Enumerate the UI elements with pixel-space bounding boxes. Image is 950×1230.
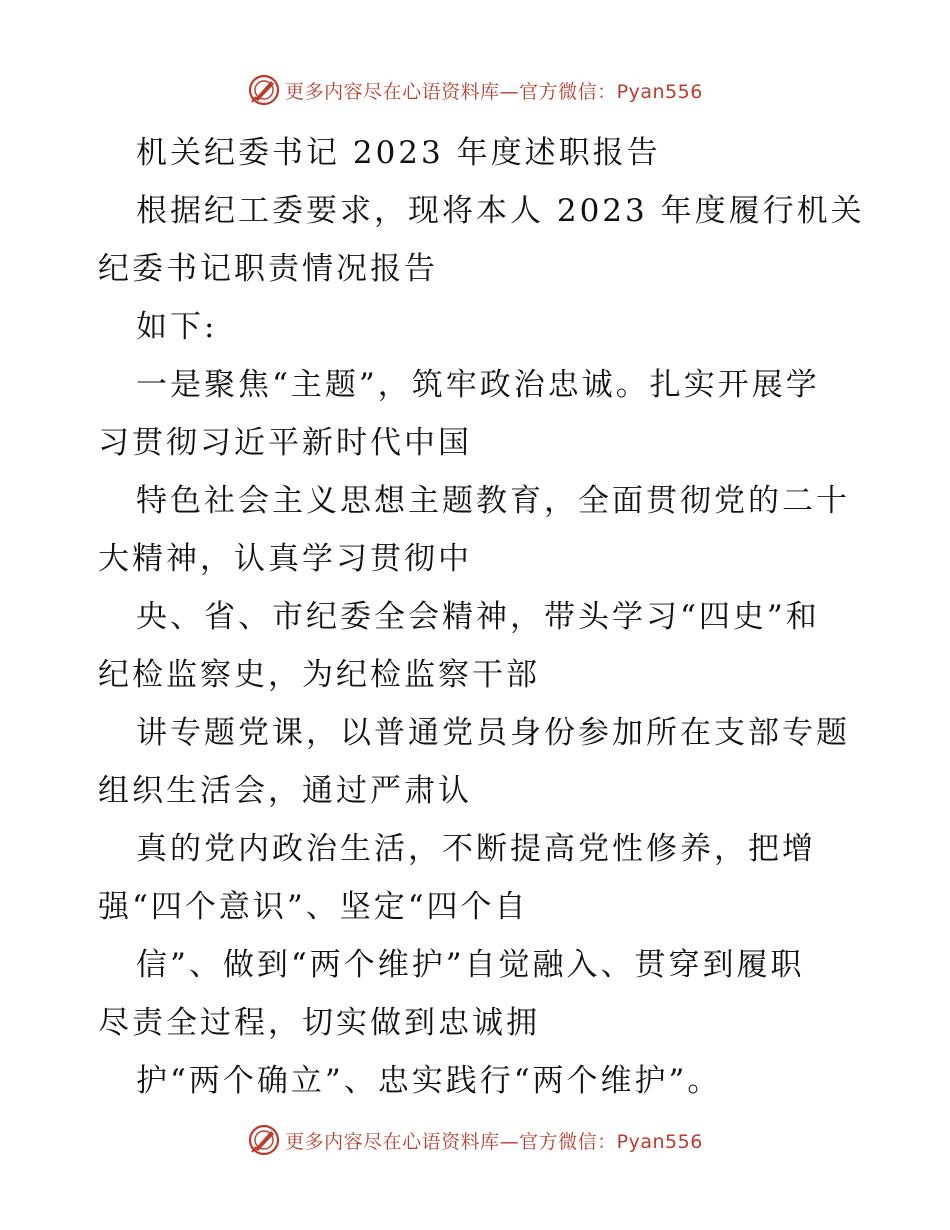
paragraph-line: 一是聚焦“主题”，筑牢政治忠诚。扎实开展学 bbox=[136, 367, 820, 403]
paragraph-line: 尽责全过程，切实做到忠诚拥 bbox=[98, 1005, 540, 1041]
paragraph-line: 护“两个确立”、忠实践行“两个维护”。 bbox=[136, 1063, 722, 1099]
paragraph-line: 根据纪工委要求，现将本人 2023 年度履行机关 bbox=[136, 193, 865, 229]
header-watermark-banner bbox=[0, 70, 950, 110]
paragraph-line: 大精神，认真学习贯彻中 bbox=[98, 541, 472, 577]
paragraph-line: 纪委书记职责情况报告 bbox=[98, 251, 438, 287]
paragraph-line: 组织生活会，通过严肃认 bbox=[98, 773, 472, 809]
document-body bbox=[98, 124, 865, 1110]
footer-watermark-banner bbox=[0, 1120, 950, 1160]
paragraph-line: 强“四个意识”、坚定“四个自 bbox=[98, 889, 529, 925]
paragraph-line: 央、省、市纪委全会精神，带头学习“四史”和 bbox=[136, 599, 820, 635]
paragraph-line: 信”、做到“两个维护”自觉融入、贯穿到履职 bbox=[136, 947, 805, 983]
paragraph-line: 如下: bbox=[136, 309, 218, 345]
quill-logo-icon bbox=[247, 73, 281, 107]
paragraph-line: 真的党内政治生活，不断提高党性修养，把增 bbox=[136, 831, 816, 867]
paragraph-line: 特色社会主义思想主题教育，全面贯彻党的二十 bbox=[136, 483, 850, 519]
header-watermark-text: 更多内容尽在心语资料库—官方微信：Pyan556 bbox=[285, 80, 703, 103]
footer-watermark-text: 更多内容尽在心语资料库—官方微信：Pyan556 bbox=[285, 1130, 703, 1153]
paragraph-line: 纪检监察史，为纪检监察干部 bbox=[98, 657, 540, 693]
paragraph-line: 习贯彻习近平新时代中国 bbox=[98, 425, 472, 461]
quill-logo-icon bbox=[247, 1123, 281, 1157]
document-title-line: 机关纪委书记 2023 年度述职报告 bbox=[136, 135, 661, 171]
paragraph-line: 讲专题党课，以普通党员身份参加所在支部专题 bbox=[136, 715, 850, 751]
